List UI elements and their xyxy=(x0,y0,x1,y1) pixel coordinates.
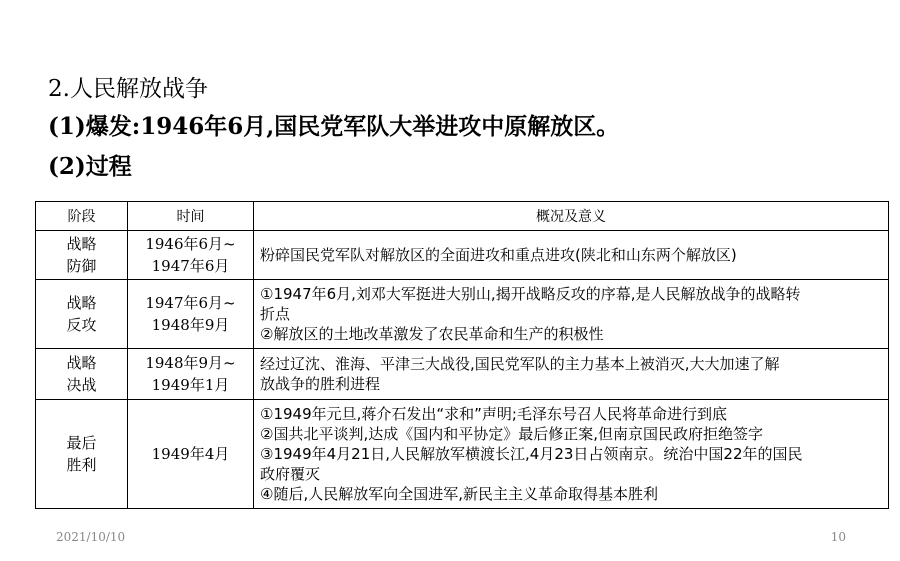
time-line: 1948年9月 xyxy=(151,316,230,334)
time-cell xyxy=(128,400,254,509)
description-cell xyxy=(254,280,889,349)
description-line: ④随后,人民解放军向全国进军,新民主主义革命取得基本胜利 xyxy=(260,485,658,503)
section-title xyxy=(48,70,208,103)
header-time: 时间 xyxy=(128,202,254,231)
description-line: 政府覆灭 xyxy=(260,465,321,483)
process-label: (2)过程 xyxy=(48,153,132,180)
description-line: ①1947年6月,刘邓大军挺进大别山,揭开战略反攻的序幕,是人民解放战争的战略转 xyxy=(260,285,801,303)
stage-cell xyxy=(36,349,128,400)
stage-line: 战略 xyxy=(66,294,97,312)
description-line: ②解放区的土地改革激发了农民革命和生产的积极性 xyxy=(260,325,604,343)
stage-line: 最后 xyxy=(66,434,97,452)
table-row xyxy=(36,231,889,280)
description-line: ③1949年4月21日,人民解放军横渡长江,4月23日占领南京。统治中国22年的国民 xyxy=(260,445,803,463)
time-line: 1948年9月~ xyxy=(145,354,236,372)
stage-cell xyxy=(36,280,128,349)
stage-line: 胜利 xyxy=(66,456,97,474)
war-process-table xyxy=(35,201,889,509)
time-cell xyxy=(128,231,254,280)
table-row xyxy=(36,400,889,509)
description-cell xyxy=(254,349,889,400)
time-line: 1947年6月 xyxy=(151,257,230,275)
time-line: 1949年1月 xyxy=(151,376,230,394)
header-description: 概况及意义 xyxy=(254,202,889,231)
table-row xyxy=(36,349,889,400)
description-cell xyxy=(254,231,889,280)
description-line: 折点 xyxy=(260,305,291,323)
stage-line: 战略 xyxy=(66,354,97,372)
description-line: 经过辽沈、淮海、平津三大战役,国民党军队的主力基本上被消灭,大大加速了解 xyxy=(260,355,780,373)
stage-cell xyxy=(36,231,128,280)
stage-line: 反攻 xyxy=(66,316,97,334)
description-cell xyxy=(254,400,889,509)
footer-date: 2021/10/10 xyxy=(56,530,126,544)
time-line: 1946年6月~ xyxy=(145,235,236,253)
description-line: 放战争的胜利进程 xyxy=(260,375,381,393)
outbreak-label: (1)爆发 xyxy=(48,113,132,140)
stage-line: 防御 xyxy=(66,257,97,275)
section-title-text: 2.人民解放战争 xyxy=(48,76,208,102)
description-line: 粉碎国民党军队对解放区的全面进攻和重点进攻(陕北和山东两个解放区) xyxy=(260,246,737,264)
table-header-row xyxy=(36,202,889,231)
page-number: 10 xyxy=(830,530,846,544)
time-cell xyxy=(128,349,254,400)
time-line: 1947年6月~ xyxy=(145,294,236,312)
stage-cell xyxy=(36,400,128,509)
outbreak-line xyxy=(48,108,619,141)
stage-line: 决战 xyxy=(66,376,97,394)
header-stage: 阶段 xyxy=(36,202,128,231)
description-line: ①1949年元旦,蒋介石发出“求和”声明;毛泽东号召人民将革命进行到底 xyxy=(260,405,727,423)
time-line: 1949年4月 xyxy=(151,445,230,463)
table-row xyxy=(36,280,889,349)
time-cell xyxy=(128,280,254,349)
stage-line: 战略 xyxy=(66,235,97,253)
process-heading xyxy=(48,148,132,181)
outbreak-text: :1946年6月,国民党军队大举进攻中原解放区。 xyxy=(131,113,620,140)
description-line: ②国共北平谈判,达成《国内和平协定》最后修正案,但南京国民政府拒绝签字 xyxy=(260,425,763,443)
